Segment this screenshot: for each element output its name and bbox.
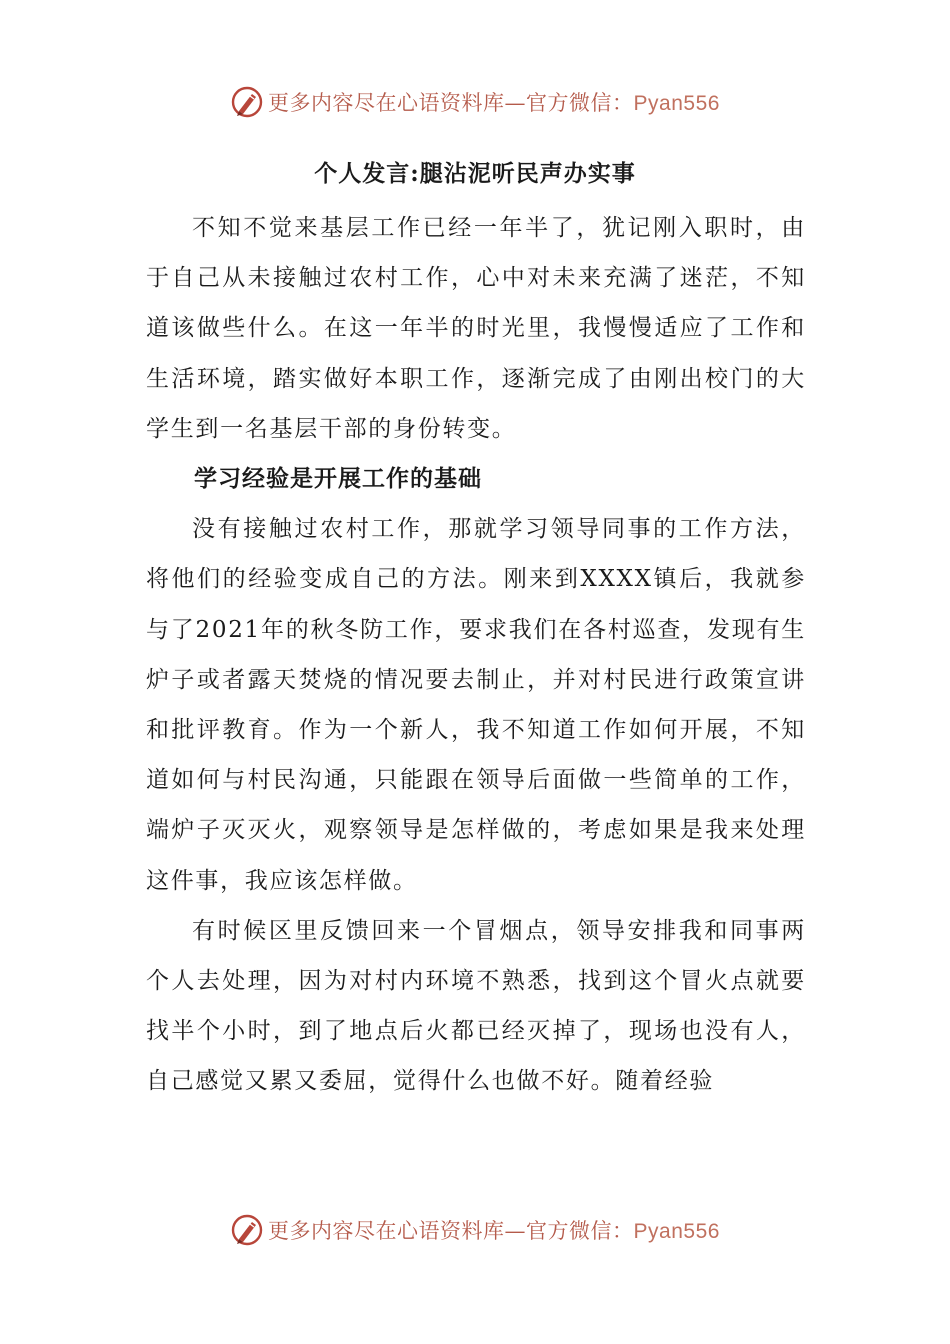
document-title: 个人发言:腿沾泥听民声办实事 xyxy=(314,160,636,187)
paragraph-intro: 不知不觉来基层工作已经一年半了，犹记刚入职时，由于自己从未接触过农村工作，心中对未来充满了迷茫，不知道该做些什么。在这一年半的时光里，我慢慢适应了工作和生活环境，踏实做好本职工作，逐渐完成了由刚出校门的大学生到一名基层干部的身份转变。 xyxy=(146,215,806,442)
watermark-handle: Pyan556 xyxy=(633,1220,720,1243)
paragraph-smoke-point: 有时候区里反馈回来一个冒烟点，领导安排我和同事两个人去处理，因为对村内环境不熟悉，找到这个冒火点就要找半个小时，到了地点后火都已经灭掉了，现场也没有人，自己感觉又累又委屈，觉得什么也做不好。随着经验 xyxy=(146,917,806,1095)
watermark-text: 更多内容尽在心语资料库—官方微信：Pyan556 xyxy=(268,91,720,115)
pen-nib-circle-icon xyxy=(230,85,264,119)
watermark-banner-bottom xyxy=(0,1208,950,1252)
document-body xyxy=(146,203,806,1107)
watermark-text: 更多内容尽在心语资料库—官方微信：Pyan556 xyxy=(268,1219,720,1243)
watermark-handle: Pyan556 xyxy=(633,92,720,115)
section-heading: 学习经验是开展工作的基础 xyxy=(194,465,482,493)
watermark-banner-top xyxy=(0,80,950,124)
paragraph-learning: 没有接触过农村工作，那就学习领导同事的工作方法，将他们的经验变成自己的方法。刚来到XXXX镇后，我就参与了2021年的秋冬防工作，要求我们在各村巡查，发现有生炉子或者露天焚烧的情况要去制止，并对村民进行政策宣讲和批评教育。作为一个新人，我不知道工作如何开展，不知道如何与村民沟通，只能跟在领导后面做一些简单的工作，端炉子灭灭火，观察领导是怎样做的，考虑如果是我来处理这件事，我应该怎样做。 xyxy=(146,516,806,894)
pen-nib-circle-icon xyxy=(230,1213,264,1247)
